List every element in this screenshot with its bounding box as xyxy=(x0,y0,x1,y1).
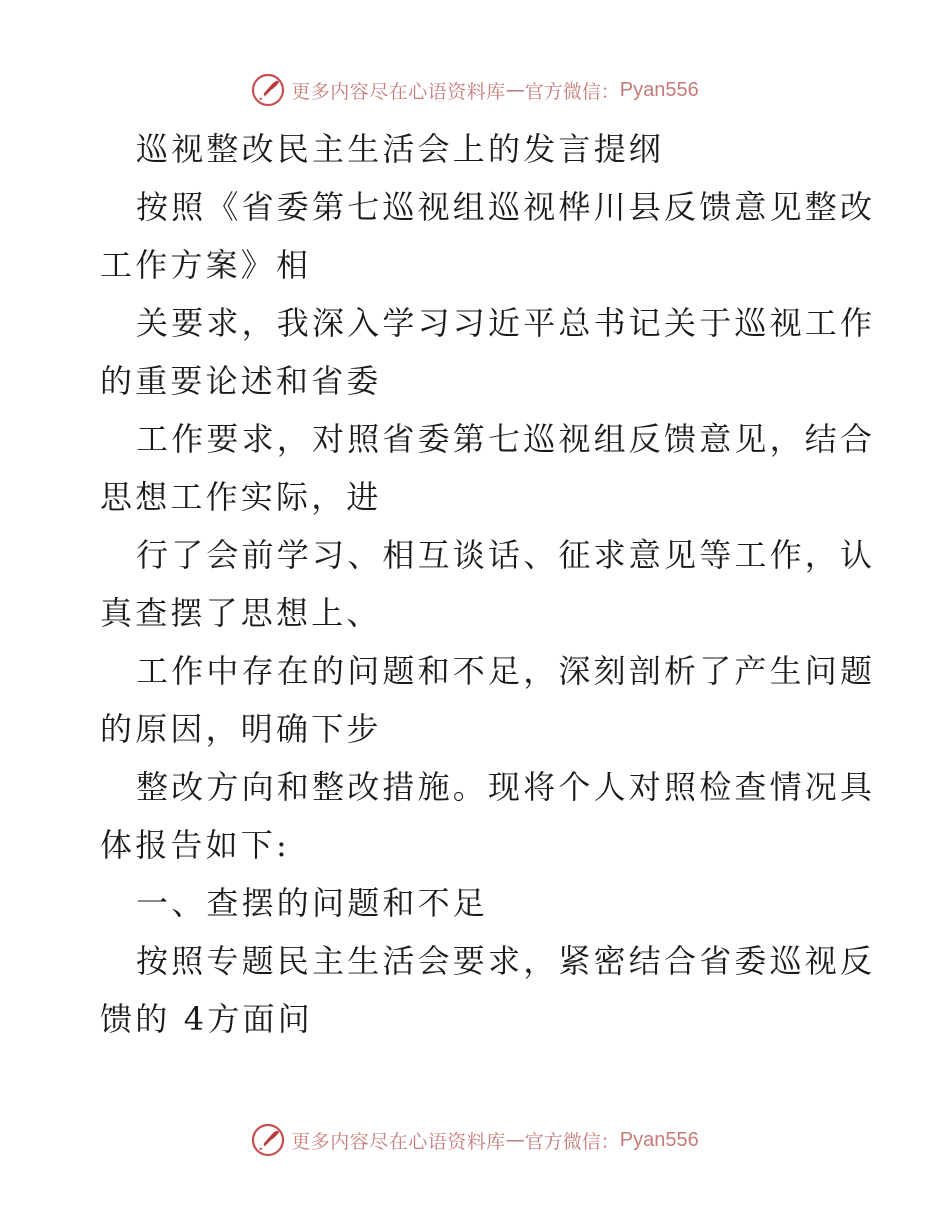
document-line: 馈的 4方面问 xyxy=(100,1000,313,1038)
watermark-wechat-id: Pyan556 xyxy=(619,1128,699,1151)
document-line: 的重要论述和省委 xyxy=(100,362,382,400)
document-line: 一、查摆的问题和不足 xyxy=(136,884,489,922)
document-line: 按照《省委第七巡视组巡视桦川县反馈意见整改 xyxy=(136,188,876,226)
quill-pen-logo-icon xyxy=(251,1123,285,1157)
watermark-site-text: 更多内容尽在心语资料库 xyxy=(291,1130,506,1153)
document-line: 真查摆了思想上、 xyxy=(100,594,382,632)
document-line: 巡视整改民主生活会上的发言提纲 xyxy=(136,130,665,168)
document-line: 思想工作实际，进 xyxy=(100,478,382,516)
document-line: 行了会前学习、相互谈话、征求意见等工作，认 xyxy=(136,536,876,574)
document-line: 工作要求，对照省委第七巡视组反馈意见，结合 xyxy=(136,420,876,458)
document-line: 关要求，我深入学习习近平总书记关于巡视工作 xyxy=(136,304,876,342)
watermark-site-text: 更多内容尽在心语资料库 xyxy=(291,80,506,103)
document-line: 体报告如下: xyxy=(100,826,290,864)
document-body xyxy=(100,120,876,1048)
watermark-separator: — xyxy=(505,79,525,101)
watermark-separator: — xyxy=(505,1129,525,1151)
watermark-official-label: 官方微信： xyxy=(524,80,620,103)
footer-watermark xyxy=(0,1120,950,1160)
document-line: 的原因，明确下步 xyxy=(100,710,382,748)
watermark-wechat-id: Pyan556 xyxy=(619,78,699,101)
document-line: 整改方向和整改措施。现将个人对照检查情况具 xyxy=(136,768,876,806)
quill-pen-logo-icon xyxy=(251,73,285,107)
watermark-official-label: 官方微信： xyxy=(524,1130,620,1153)
document-line: 工作中存在的问题和不足，深刻剖析了产生问题 xyxy=(136,652,876,690)
document-line: 工作方案》相 xyxy=(100,246,312,284)
header-watermark xyxy=(0,70,950,110)
document-line: 按照专题民主生活会要求，紧密结合省委巡视反 xyxy=(136,942,876,980)
